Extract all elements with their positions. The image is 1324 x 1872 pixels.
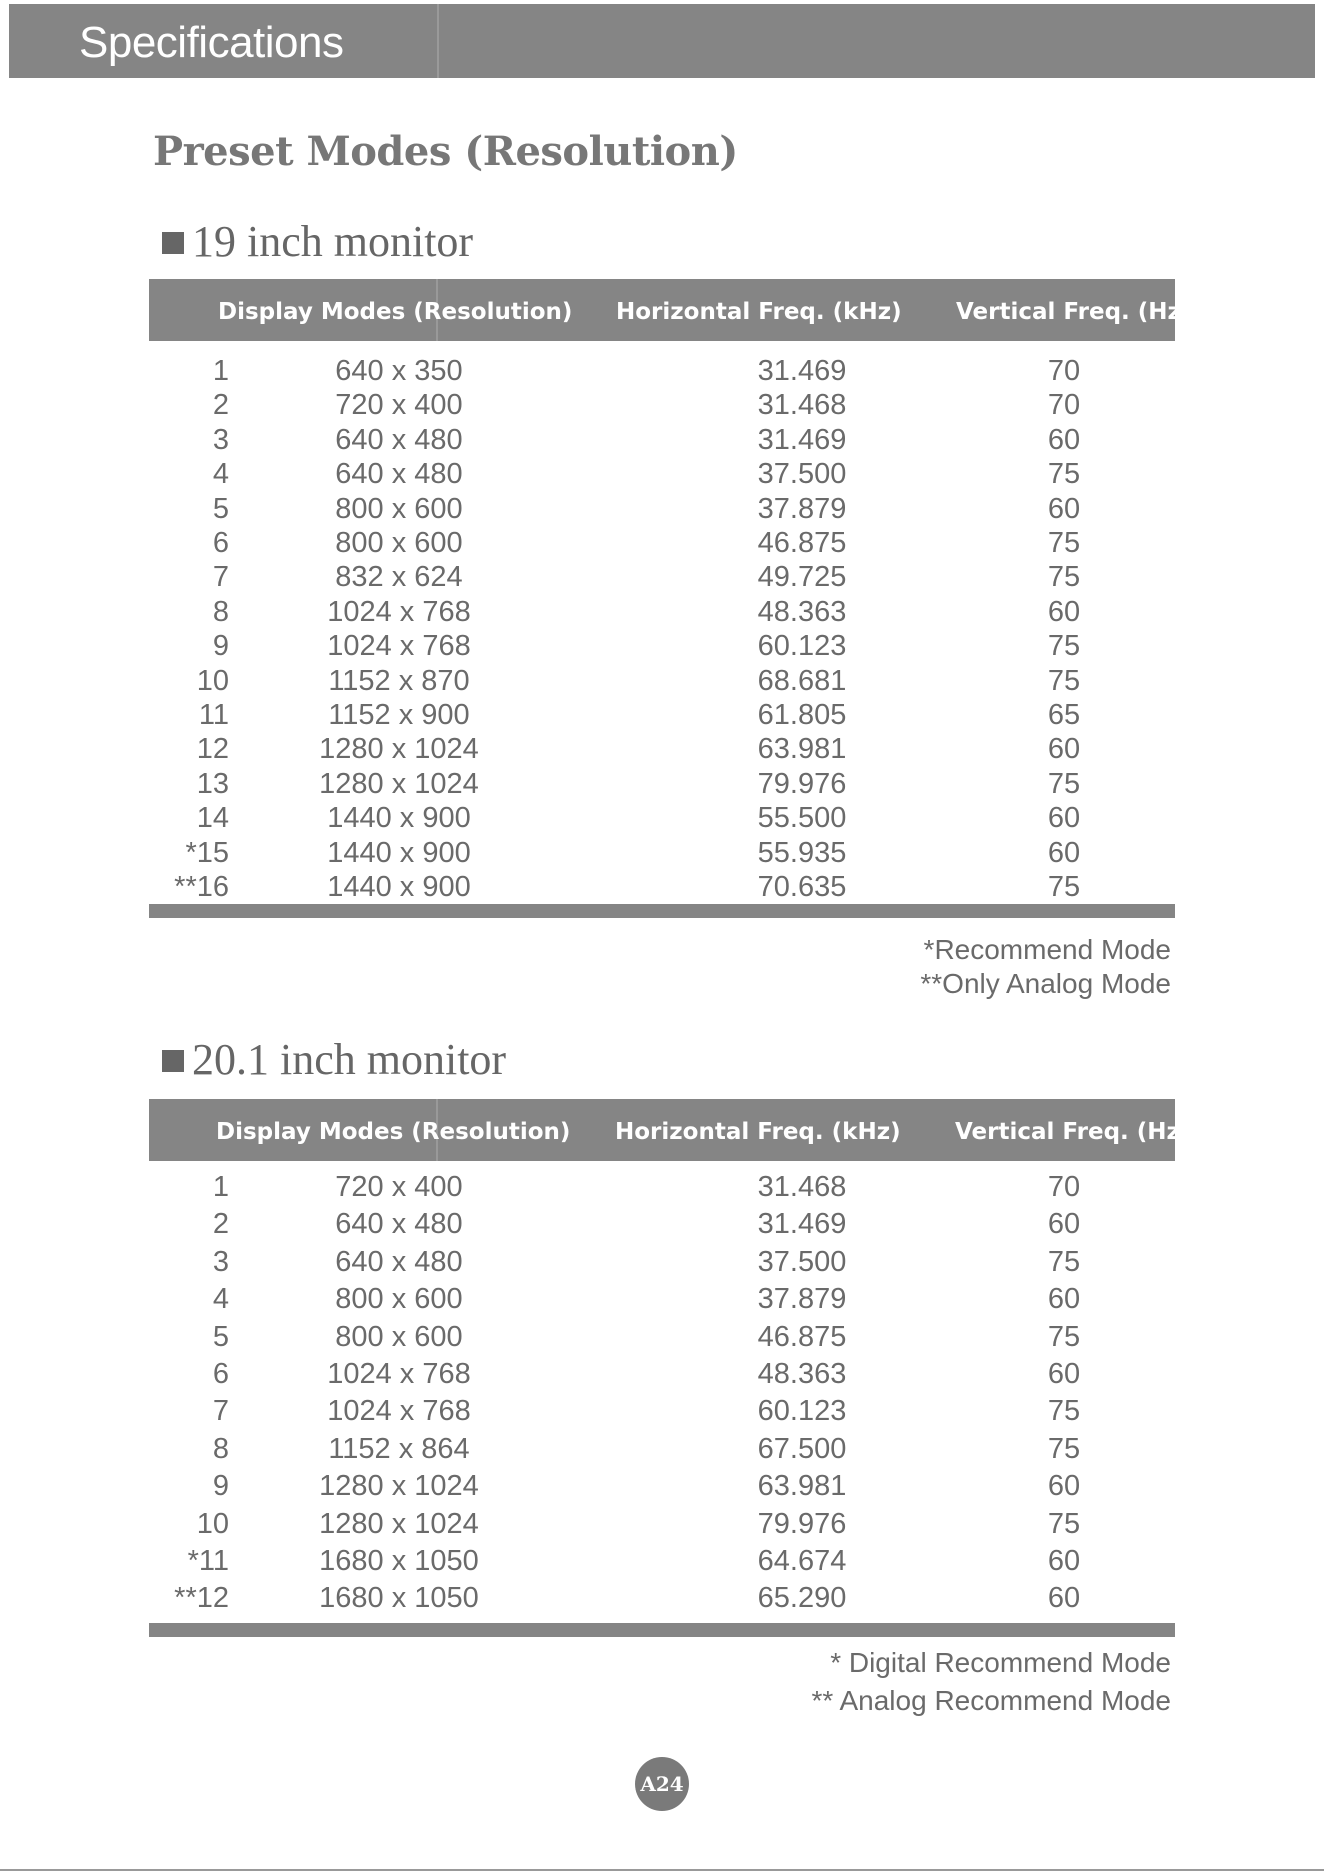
vertical-freq-cell: 60 [1047,1470,1081,1503]
vertical-freq-cell: 65 [1047,699,1081,731]
horizontal-freq-cell: 63.981 [757,1470,847,1503]
resolution-cell: 1024 x 768 [327,1395,471,1428]
horizontal-freq-cell: 46.875 [757,527,847,559]
column-header-vertical-freq: Vertical Freq. (Hz) [956,299,1192,325]
horizontal-freq-cell: 55.935 [757,836,847,869]
vertical-freq-cell: 75 [1047,527,1081,559]
resolution-cell: 640 x 350 [335,355,463,387]
mode-number: 7 [212,561,229,594]
vertical-freq-cell: 60 [1047,1545,1081,1577]
preset-modes-table-19-inch [149,279,1192,903]
column-header-display-modes: Display Modes (Resolution) [216,1119,571,1145]
mode-number: **12 [174,1582,229,1615]
horizontal-freq-cell: 37.879 [757,492,847,525]
resolution-cell: 640 x 480 [335,1245,463,1278]
square-bullet-icon [162,1050,184,1072]
resolution-cell: 1680 x 1050 [319,1545,479,1577]
mode-number: 4 [212,458,229,491]
mode-number: 13 [196,767,229,800]
vertical-freq-cell: 75 [1047,561,1081,594]
note-digital-recommend-mode: * Digital Recommend Mode [830,1647,1171,1678]
horizontal-freq-cell: 60.123 [757,1395,847,1428]
resolution-cell: 640 x 480 [335,458,463,491]
table-header [149,279,1192,341]
vertical-freq-cell: 60 [1047,1283,1081,1316]
horizontal-freq-cell: 48.363 [757,1358,847,1390]
horizontal-freq-cell: 65.290 [757,1582,847,1615]
resolution-cell: 1024 x 768 [327,630,471,663]
mode-number: 8 [212,595,229,628]
vertical-freq-cell: 60 [1047,836,1081,869]
preset-modes-table-20-1-inch [149,1099,1191,1631]
resolution-cell: 1024 x 768 [327,595,471,628]
resolution-cell: 1280 x 1024 [319,733,479,766]
horizontal-freq-cell: 49.725 [757,561,847,594]
resolution-cell: 720 x 400 [335,389,463,422]
mode-number: 9 [212,1470,229,1503]
resolution-cell: 640 x 480 [335,423,463,456]
mode-number: 10 [196,1507,229,1540]
mode-number: *15 [185,836,229,869]
resolution-cell: 1280 x 1024 [319,767,479,800]
mode-number: 3 [212,423,229,456]
column-header-display-modes: Display Modes (Resolution) [218,299,573,325]
horizontal-freq-cell: 55.500 [757,802,847,835]
vertical-freq-cell: 60 [1047,595,1081,628]
vertical-freq-cell: 60 [1047,1358,1081,1390]
resolution-cell: 1280 x 1024 [319,1507,479,1540]
horizontal-freq-cell: 31.469 [757,355,847,387]
table-bottom-rule [149,1623,1175,1637]
resolution-cell: 1680 x 1050 [319,1582,479,1615]
horizontal-freq-cell: 31.468 [757,1171,847,1203]
resolution-cell: 1152 x 870 [328,664,470,697]
vertical-freq-cell: 75 [1047,1507,1081,1540]
mode-number: 2 [212,1208,229,1241]
horizontal-freq-cell: 79.976 [757,767,847,800]
mode-number: **16 [174,871,229,903]
mode-number: 8 [212,1432,229,1465]
vertical-freq-cell: 60 [1047,492,1081,525]
note-only-analog-mode: **Only Analog Mode [920,968,1171,999]
mode-number: 1 [212,355,229,387]
vertical-freq-cell: 70 [1047,355,1081,387]
horizontal-freq-cell: 37.879 [757,1283,847,1316]
vertical-freq-cell: 60 [1047,1208,1081,1241]
page-bottom-line [0,1869,1324,1871]
resolution-cell: 800 x 600 [335,1320,463,1353]
vertical-freq-cell: 75 [1047,458,1081,491]
header-divider [437,4,439,78]
resolution-cell: 1440 x 900 [327,836,471,869]
mode-number: 3 [212,1245,229,1278]
resolution-cell: 1024 x 768 [327,1358,471,1390]
resolution-cell: 1152 x 900 [328,699,470,731]
table-header [149,1099,1191,1161]
mode-number: 11 [198,699,229,731]
header-bar [9,4,1315,78]
mode-number: *11 [187,1545,229,1577]
vertical-freq-cell: 60 [1047,1582,1081,1615]
resolution-cell: 720 x 400 [335,1171,463,1203]
resolution-cell: 800 x 600 [335,1283,463,1316]
mode-number: 14 [196,802,229,835]
horizontal-freq-cell: 31.469 [757,1208,847,1241]
vertical-freq-cell: 75 [1047,630,1081,663]
horizontal-freq-cell: 37.500 [757,458,847,491]
vertical-freq-cell: 75 [1047,1245,1081,1278]
vertical-freq-cell: 75 [1047,1395,1081,1428]
resolution-cell: 800 x 600 [335,527,463,559]
horizontal-freq-cell: 70.635 [757,871,847,903]
table-body [149,1161,1175,1631]
section-heading-19-inch [162,216,473,267]
horizontal-freq-cell: 31.469 [757,423,847,456]
mode-number: 1 [212,1171,229,1203]
vertical-freq-cell: 70 [1047,389,1081,422]
mode-number: 6 [212,527,229,559]
square-bullet-icon [162,232,184,254]
horizontal-freq-cell: 63.981 [757,733,847,766]
vertical-freq-cell: 60 [1047,802,1081,835]
resolution-cell: 1440 x 900 [327,802,471,835]
mode-number: 12 [196,733,229,766]
resolution-cell: 1440 x 900 [327,871,471,903]
horizontal-freq-cell: 67.500 [757,1432,847,1465]
vertical-freq-cell: 75 [1047,767,1081,800]
horizontal-freq-cell: 61.805 [757,699,847,731]
resolution-cell: 832 x 624 [335,561,463,594]
horizontal-freq-cell: 46.875 [757,1320,847,1353]
vertical-freq-cell: 75 [1047,664,1081,697]
vertical-freq-cell: 60 [1047,733,1081,766]
table-body [149,341,1175,903]
resolution-cell: 640 x 480 [335,1208,463,1241]
mode-number: 4 [212,1283,229,1316]
vertical-freq-cell: 60 [1047,423,1081,456]
mode-number: 9 [212,630,229,663]
mode-number: 10 [196,664,229,697]
mode-number: 2 [212,389,229,422]
section-heading-text: 19 inch monitor [192,217,474,266]
note-recommend-mode: *Recommend Mode [923,934,1171,965]
horizontal-freq-cell: 68.681 [757,664,847,697]
section-heading-20-1-inch [162,1034,506,1085]
table-bottom-rule [149,904,1175,918]
note-analog-recommend-mode: ** Analog Recommend Mode [811,1685,1171,1716]
vertical-freq-cell: 75 [1047,871,1081,903]
mode-number: 6 [212,1358,229,1390]
resolution-cell: 1280 x 1024 [319,1470,479,1503]
horizontal-freq-cell: 48.363 [757,595,847,628]
mode-number: 5 [212,492,229,525]
section-heading-text: 20.1 inch monitor [192,1035,507,1084]
resolution-cell: 1152 x 864 [328,1432,470,1465]
column-header-horizontal-freq: Horizontal Freq. (kHz) [615,1119,901,1145]
horizontal-freq-cell: 60.123 [757,630,847,663]
column-header-horizontal-freq: Horizontal Freq. (kHz) [616,299,902,325]
page-number-badge: A24 [635,1757,689,1811]
vertical-freq-cell: 75 [1047,1432,1081,1465]
mode-number: 7 [212,1395,229,1428]
horizontal-freq-cell: 31.468 [757,389,847,422]
horizontal-freq-cell: 79.976 [757,1507,847,1540]
horizontal-freq-cell: 37.500 [757,1245,847,1278]
header-title: Specifications [79,18,344,67]
vertical-freq-cell: 75 [1047,1320,1081,1353]
mode-number: 5 [212,1320,229,1353]
page-title: Preset Modes (Resolution) [153,128,738,175]
horizontal-freq-cell: 64.674 [757,1545,847,1577]
resolution-cell: 800 x 600 [335,492,463,525]
vertical-freq-cell: 70 [1047,1171,1081,1203]
column-header-vertical-freq: Vertical Freq. (Hz) [955,1119,1191,1145]
